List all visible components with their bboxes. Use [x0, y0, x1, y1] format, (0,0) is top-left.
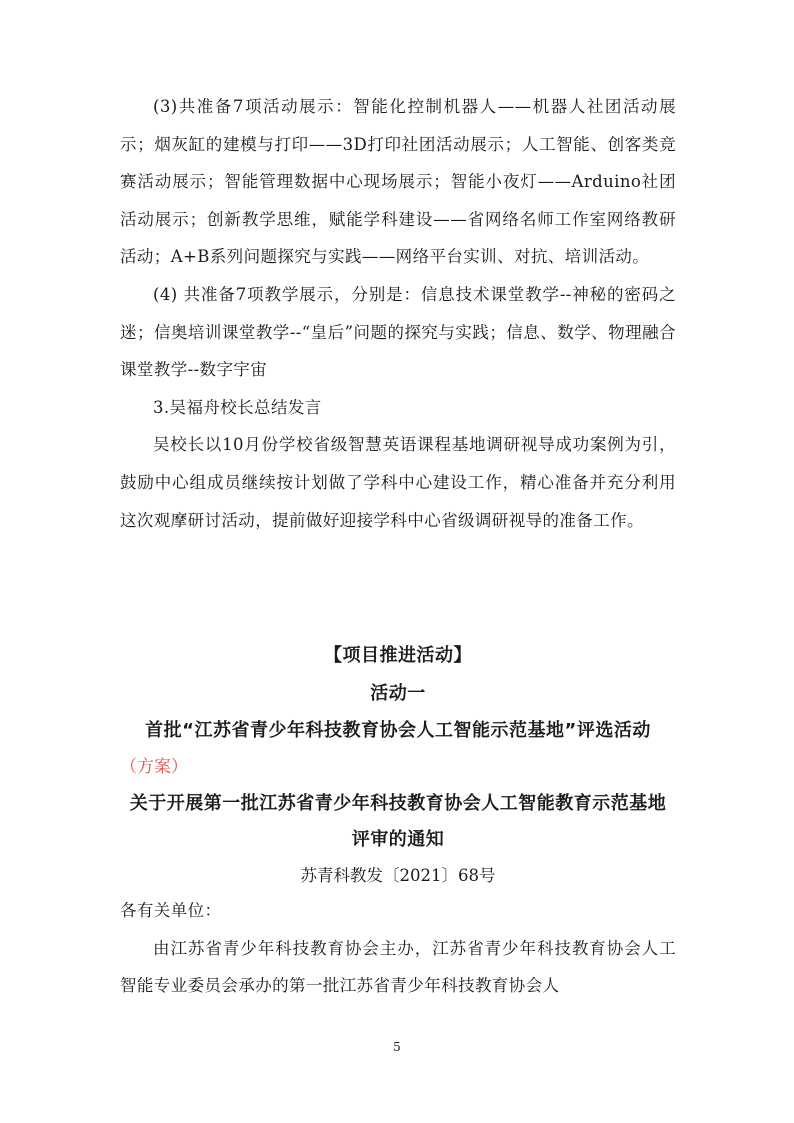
page-number: 5 [393, 1040, 401, 1054]
paragraph-notice: 由江苏省青少年科技教育协会主办，江苏省青少年科技教育协会人工智能专业委员会承办的第一批江苏省青少年科技教育协会人 [120, 938, 676, 996]
upper-body [120, 88, 676, 539]
activity-label: 活动一 [370, 683, 426, 704]
activity-title: 首批“江苏省青少年科技教育协会人工智能示范基地”评选活动 [145, 720, 651, 741]
lower-body [120, 892, 676, 1005]
plan-label: （方案） [120, 757, 188, 777]
notice-title-line2: 评审的通知 [351, 829, 445, 850]
paragraph-teaching: (4) 共准备7项教学展示，分别是：信息技术课堂教学--神秘的密码之迷；信奥培训课堂教学--“皇后”问题的探究与实践；信息、数学、物理融合课堂教学--数字宇宙 [120, 284, 676, 380]
paragraph-principal-speech: 吴校长以10月份学校省级智慧英语课程基地调研视导成功案例为引，鼓励中心组成员继续按计划做了学科中心建设工作，精心准备并充分利用这次观摩研讨活动，提前做好迎接学科中心省级调研视导的准备工作。 [120, 435, 676, 530]
section-title: 【项目推进活动】 [324, 645, 472, 666]
salutation: 各有关单位： [120, 901, 222, 920]
document-number: 苏青科教发〔2021〕68号 [300, 866, 496, 885]
paragraph-activities: (3)共准备7项活动展示：智能化控制机器人——机器人社团活动展示；烟灰缸的建模与打印——3D打印社团活动展示；人工智能、创客类竞赛活动展示；智能管理数据中心现场展示；智能小夜灯——Arduino社团活动展示；创新教学思维，赋能学科建设——省网络名师工作室网络教研活动；A+B系列问题探究与实践——网络平台实训、对抗、培训活动。 [120, 97, 676, 267]
paragraph-heading-3: 3.吴福舟校长总结发言 [153, 397, 322, 417]
notice-title-line1: 关于开展第一批江苏省青少年科技教育协会人工智能教育示范基地 [129, 793, 667, 814]
